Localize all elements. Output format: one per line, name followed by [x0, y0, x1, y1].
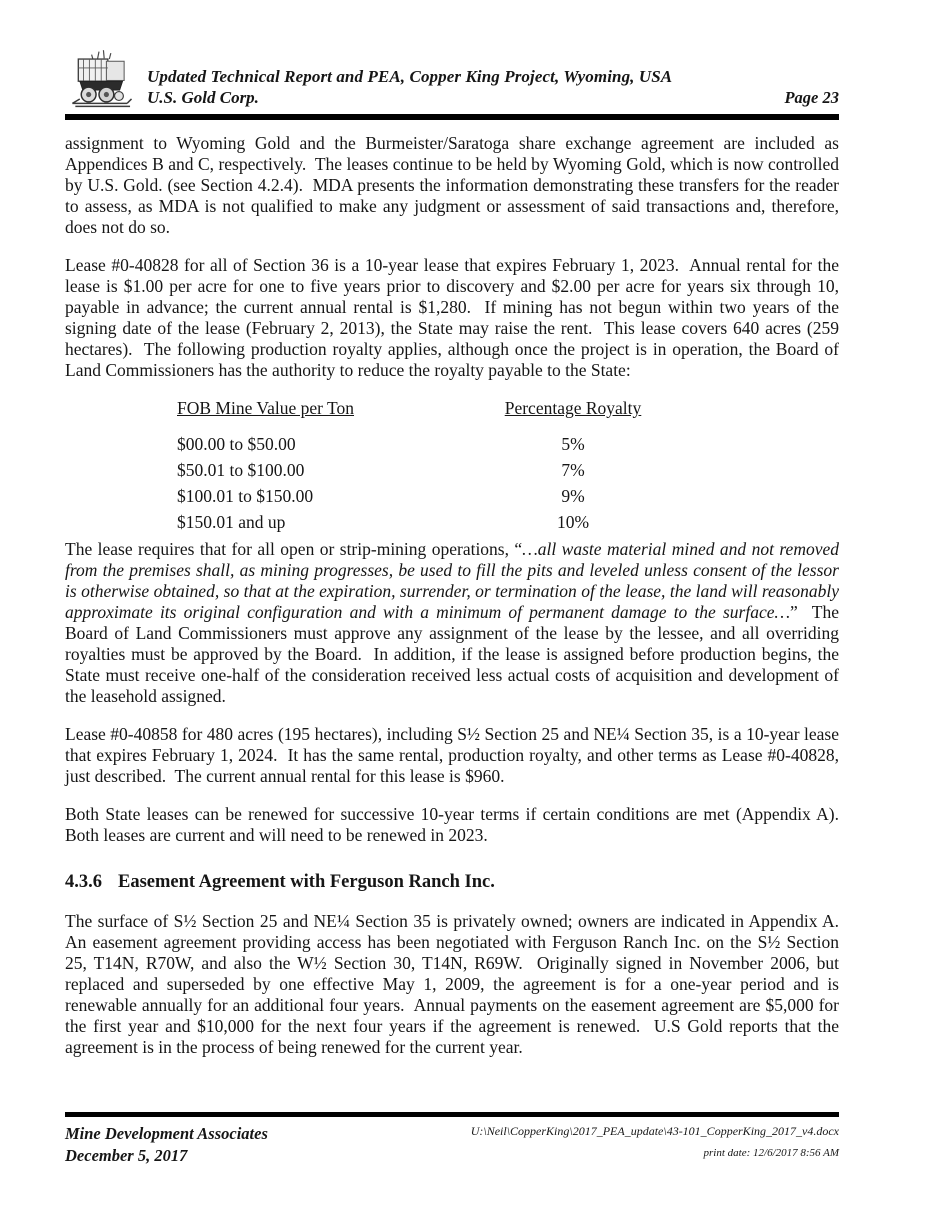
footer-file-path: U:\Neil\CopperKing\2017_PEA_update\43-101_CopperKing_2017_v4.docx	[470, 1124, 839, 1138]
table-row	[65, 457, 839, 483]
footer-company: Mine Development Associates	[65, 1124, 268, 1143]
paragraph-lease-requirements: The lease requires that for all open or strip-mining operations, “…all waste material mined and not removed from the premises shall, as mining progresses, be used to fill the pits and leveled unless consent of the lessor is otherwise obtained, so that at the expiration, surrender, or termination of the lease, the land will reasonably approximate its original configuration and with a minimum of permanent damage to the surface…” The Board of Land Commissioners must approve any assignment of the lease by the lessee, and all overriding royalties must be approved by the Board. In addition, if the lease is assigned before production begins, the State must receive one-half of the consideration received less actual costs of acquisition and development of the leasehold assigned.	[65, 539, 844, 706]
page-footer	[65, 1112, 839, 1167]
section-title: Easement Agreement with Ferguson Ranch Inc.	[118, 872, 495, 892]
value-range-cell: $50.01 to $100.00	[177, 460, 305, 480]
footer-author-block	[65, 1123, 268, 1167]
paragraph-easement: The surface of S½ Section 25 and NE¼ Section 35 is privately owned; owners are indicated in Appendix A. An easement agreement providing access has been negotiated with Ferguson Ranch Inc. on the S½ Section 25, T14N, R70W, and also the W½ Section 30, T14N, R69W. Originally signed in November 2006, but replaced and superseded by one effective May 1, 2009, the agreement is for a one-year period and is renewable annually for an additional four years. Annual payments on the easement agreement are $5,000 for the first year and $10,000 for the next four years if the agreement is renewed. U.S Gold reports that the agreement is in the process of being renewed for the current year.	[65, 911, 848, 1057]
value-range-cell: $150.01 and up	[177, 512, 286, 532]
paragraph-lease-renewal: Both State leases can be renewed for successive 10-year terms if certain conditions are met (Appendix A). Both leases are current and will need to be renewed in 2023.	[65, 804, 848, 845]
value-range-cell: $00.00 to $50.00	[177, 434, 296, 454]
section-number: 4.3.6	[65, 872, 102, 892]
royalty-table	[65, 398, 839, 535]
footer-file-block	[471, 1123, 839, 1161]
document-body	[65, 133, 848, 1058]
footer-print-date: print date: 12/6/2017 8:56 AM	[703, 1147, 839, 1159]
royalty-cell: 9%	[561, 486, 585, 506]
footer-date: December 5, 2017	[65, 1146, 188, 1165]
table-row	[65, 509, 839, 535]
table-row	[65, 483, 839, 509]
table-row	[65, 431, 839, 457]
section-heading-4-3-6	[65, 872, 839, 893]
value-range-cell: $100.01 to $150.00	[177, 486, 314, 506]
page-header	[65, 48, 839, 110]
royalty-table-header-value: FOB Mine Value per Ton	[177, 398, 355, 418]
paragraph-transfers: assignment to Wyoming Gold and the Burmeister/Saratoga share exchange agreement are included as Appendices B and C, respectively. The leases continue to be held by Wyoming Gold, which is now controlled by U.S. Gold. (see Section 4.2.4). MDA presents the information demonstrating these transfers for the reader to assess, as MDA is not qualified to make any judgment or assessment of said transactions and, therefore, does not do so.	[65, 133, 844, 237]
mining-machine-logo-icon	[65, 48, 133, 110]
royalty-table-header-royalty: Percentage Royalty	[504, 398, 642, 418]
lease-quote: …all waste material mined and not removed from the premises shall, as mining progresses, be used to fill the pits and leveled unless consent of the lessor is otherwise obtained, so that at the expiration, surrender, or termination of the lease, the land will reasonably approximate its original configuration and with a minimum of permanent damage to the surface…	[65, 539, 844, 622]
header-text-block	[147, 48, 839, 109]
paragraph-lease-40858: Lease #0-40858 for 480 acres (195 hectares), including S½ Section 25 and NE¼ Section 35, is a 10-year lease that expires February 1, 2024. It has the same rental, production royalty, and other terms as Lease #0-40828, just described. The current annual rental for this lease is $960.	[65, 724, 844, 786]
report-title: Updated Technical Report and PEA, Copper King Project, Wyoming, USA	[147, 67, 673, 86]
paragraph-lease-40828: Lease #0-40828 for all of Section 36 is a 10-year lease that expires February 1, 2023. Annual rental for the lease is $1.00 per acre for one to five years prior to discovery and $2.00 per acre for years six through 10, payable in advance; the current annual rental is $1,280. If mining has not begun within two years of the signing date of the lease (February 2, 2013), the State may raise the rent. This lease covers 640 acres (259 hectares). The following production royalty applies, although once the project is in operation, the Board of Land Commissioners has the authority to reduce the royalty payable to the State:	[65, 255, 844, 380]
footer-rule	[65, 1112, 839, 1117]
company-name: U.S. Gold Corp.	[147, 88, 259, 107]
header-rule	[65, 114, 839, 120]
royalty-cell: 10%	[556, 512, 590, 532]
royalty-table-header-row	[65, 398, 839, 419]
page-number: Page 23	[784, 88, 839, 107]
royalty-cell: 5%	[561, 434, 585, 454]
royalty-cell: 7%	[561, 460, 585, 480]
